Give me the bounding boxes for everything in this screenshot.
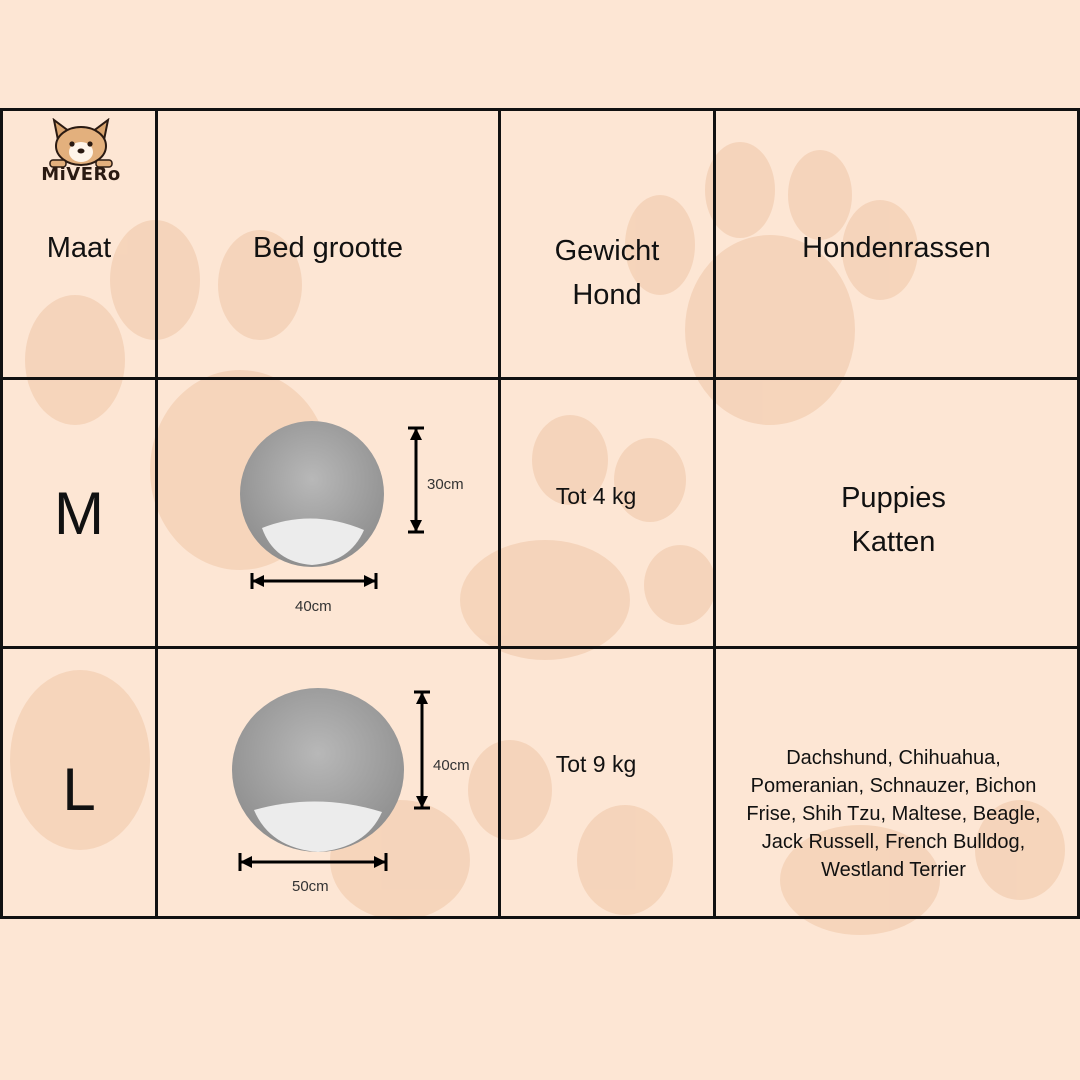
bed-m-height-label: 30cm [427, 476, 464, 493]
size-chart-table [0, 108, 1080, 919]
weight-m: Tot 4 kg [555, 482, 637, 509]
brand-name: MiVERo [41, 164, 121, 185]
bed-l-width-label: 50cm [292, 878, 329, 895]
bed-image-m [240, 420, 500, 620]
breeds-m-line2: Katten [851, 526, 936, 558]
bed-m-width-label: 40cm [295, 598, 332, 615]
bed-m-illustration [240, 420, 500, 620]
dog-face-icon [36, 118, 126, 168]
breeds-l: Dachshund, Chihuahua, Pomeranian, Schnauzer, Bichon Frise, Shih Tzu, Maltese, Beagle, Jack Russell, French Bulldog, Westland Terrier [746, 747, 1041, 881]
weight-l: Tot 9 kg [555, 750, 637, 777]
table-border-top [0, 108, 1080, 111]
header-weight-line1: Gewicht [554, 235, 660, 267]
header-weight-line2: Hond [572, 279, 642, 311]
header-bed-size: Bed grootte [253, 232, 403, 264]
bed-l-illustration [230, 688, 500, 903]
header-breeds: Hondenrassen [802, 232, 991, 264]
breeds-m [716, 380, 1071, 660]
size-m: M [54, 479, 104, 547]
header-size: Maat [46, 232, 112, 264]
header-weight [501, 228, 713, 318]
bed-image-l [230, 688, 500, 903]
brand-logo [36, 118, 126, 190]
bed-l-height-label: 40cm [433, 757, 470, 774]
breeds-m-line1: Puppies [841, 482, 946, 514]
size-l: L [62, 755, 96, 823]
